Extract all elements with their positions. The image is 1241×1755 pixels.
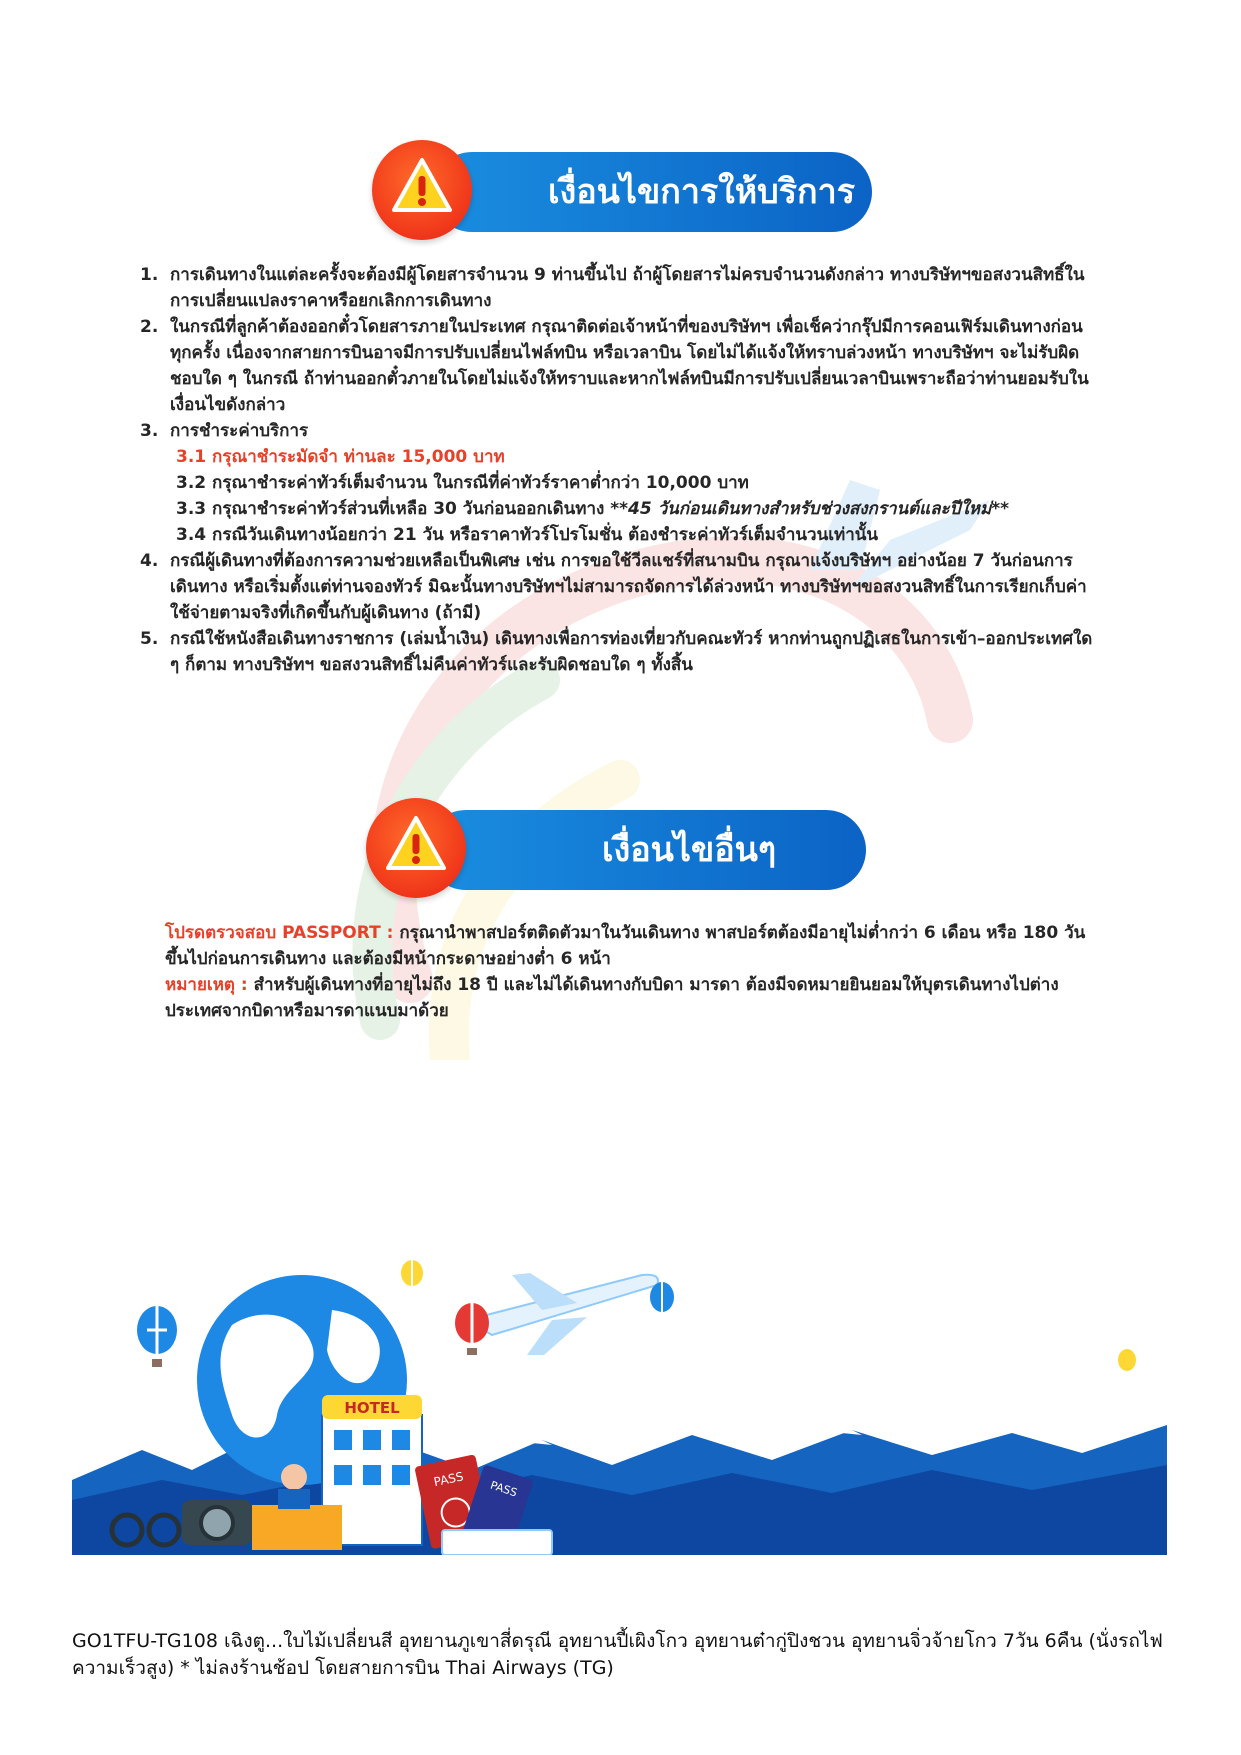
item-text: กรณีผู้เดินทางที่ต้องการความช่วยเหลือเป็นพิเศษ เช่น การขอใช้วีลแชร์ที่สนามบิน กรุณาแจ้งบริษัทฯ อย่างน้อย 7 วันก่อนการเดินทาง หรือเริ่มตั้งแต่ท่านจองทัวร์ มิฉะนั้นทางบริษัทฯไม่สามารถจัดการได้ล่วงหน้า ทางบริษัทฯขอสงวนสิทธิ์ในการเรียกเก็บค่าใช้จ่ายตามจริงที่เกิดขึ้นกับผู้เดินทาง (ถ้ามี) [170,551,1087,623]
hot-air-balloon-icon [137,1306,177,1367]
hot-air-balloon-icon [401,1260,423,1286]
warning-icon [390,156,454,216]
passport-paragraph [165,920,1100,972]
receptionist [281,1464,307,1490]
condition-item-5 [140,626,1100,678]
item-text: การเดินทางในแต่ละครั้งจะต้องมีผู้โดยสารจำนวน 9 ท่านขึ้นไป ถ้าผู้โดยสารไม่ครบจำนวนดังกล่าว ทางบริษัทฯขอสงวนสิทธิ์ในการเปลี่ยนแปลงราคาหรือยกเลิกการเดินทาง [170,265,1085,311]
passport-label: โปรดตรวจสอบ PASSPORT : [165,923,394,943]
hotel-sign: HOTEL [344,1399,400,1417]
item-text: กรณีใช้หนังสือเดินทางราชการ (เล่มน้ำเงิน) เดินทางเพื่อการท่องเที่ยวกับคณะทัวร์ หากท่านถูกปฏิเสธในการเข้า–ออกประเทศใด ๆ ก็ตาม ทางบริษัทฯ ขอสงวนสิทธิ์ไม่คืนค่าทัวร์และรับผิดชอบใด ๆ ทั้งสิ้น [170,629,1093,675]
note-paragraph [165,972,1100,1024]
payment-deposit-line: 3.1 กรุณาชำระมัดจำ ท่านละ 15,000 บาท [176,447,505,467]
payment-full-line: 3.2 กรุณาชำระค่าทัวร์เต็มจำนวน ในกรณีที่ค่าทัวร์ราคาต่ำกว่า 10,000 บาท [176,473,749,493]
note-text: สำหรับผู้เดินทางที่อายุไม่ถึง 18 ปี และไม่ได้เดินทางกับบิดา มารดา ต้องมีจดหมายยินยอมให้บุตรเดินทางไปต่างประเทศจากบิดาหรือมารดาแนบมาด้วย [165,975,1059,1021]
payment-balance-text: 3.3 กรุณาชำระค่าทัวร์ส่วนที่เหลือ 30 วันก่อนออกเดินทาง [176,499,605,519]
other-conditions-banner [366,798,866,898]
travel-illustration [72,1255,1167,1555]
banner-title: เงื่อนไขอื่นๆ [426,810,866,890]
tour-program-footer: GO1TFU-TG108 เฉิงตู...ใบไม้เปลี่ยนสี อุทยานภูเขาสี่ดรุณี อุทยานปี้เผิงโกว อุทยานต๋ากู่ปิงชวน อุทยานจิ่วจ้ายโกว 7วัน 6คืน (นั่งรถไฟความเร็วสูง) * ไม่ลงร้านช้อป โดยสายการบิน Thai Airways (TG) [72,1630,1163,1679]
item-text: ในกรณีที่ลูกค้าต้องออกตั๋วโดยสารภายในประเทศ กรุณาติดต่อเจ้าหน้าที่ของบริษัทฯ เพื่อเช็คว่ากรุ๊ปมีการคอนเฟิร์มเดินทางก่อนทุกครั้ง เนื่องจากสายการบินอาจมีการปรับเปลี่ยนไฟล์ทบิน หรือเวลาบิน โดยไม่ได้แจ้งให้ทราบล่วงหน้า ทางบริษัทฯ จะไม่รับผิดชอบใด ๆ ในกรณี ถ้าท่านออกตั๋วภายในโดยไม่แจ้งให้ทราบและหากไฟล์ทบินมีการปรับเปลี่ยนเวลาบินเพราะถือว่าท่านยอมรับในเงื่อนไขดังกล่าว [170,317,1089,415]
airplane-icon [467,1273,658,1355]
item-number: 4. [140,551,159,571]
service-conditions-banner [372,140,872,240]
item-number: 2. [140,317,159,337]
passport-text: กรุณานำพาสปอร์ตติดตัวมาในวันเดินทาง พาสปอร์ตต้องมีอายุไม่ต่ำกว่า 6 เดือน หรือ 180 วัน ขึ้นไปก่อนการเดินทาง และต้องมีหน้ากระดาษอย่างต่ำ 6 หน้า [165,923,1086,969]
reception-desk [252,1505,342,1550]
svg-text:PASS: PASS [488,1478,519,1500]
warning-icon-badge [366,798,466,898]
warning-icon-badge [372,140,472,240]
condition-item-1 [140,262,1100,314]
condition-item-3 [140,418,1100,444]
item-number: 5. [140,629,159,649]
payment-balance-note: **45 วันก่อนเดินทางสำหรับช่วงสงกรานต์และปีใหม่** [610,499,1009,519]
note-label: หมายเหตุ : [165,975,248,995]
payment-balance-line [140,496,1100,522]
hot-air-balloon-icon [650,1282,674,1312]
item-text: การชำระค่าบริการ [170,421,309,441]
svg-text:PASS: PASS [432,1469,465,1490]
item-number: 3. [140,421,159,441]
condition-item-4 [140,548,1100,626]
condition-item-2 [140,314,1100,418]
service-conditions-list [140,262,1100,678]
payment-short-notice-line: 3.4 กรณีวันเดินทางน้อยกว่า 21 วัน หรือราคาทัวร์โปรโมชั่น ต้องชำระค่าทัวร์เต็มจำนวนเท่านั้น [176,525,879,545]
other-conditions [165,920,1100,1024]
item-number: 1. [140,265,159,285]
hot-air-balloon-icon [1118,1349,1136,1371]
ticket-icon [442,1530,552,1555]
hot-air-balloon-icon [455,1303,489,1355]
warning-icon [384,814,448,874]
banner-title: เงื่อนไขการให้บริการ [432,152,872,232]
